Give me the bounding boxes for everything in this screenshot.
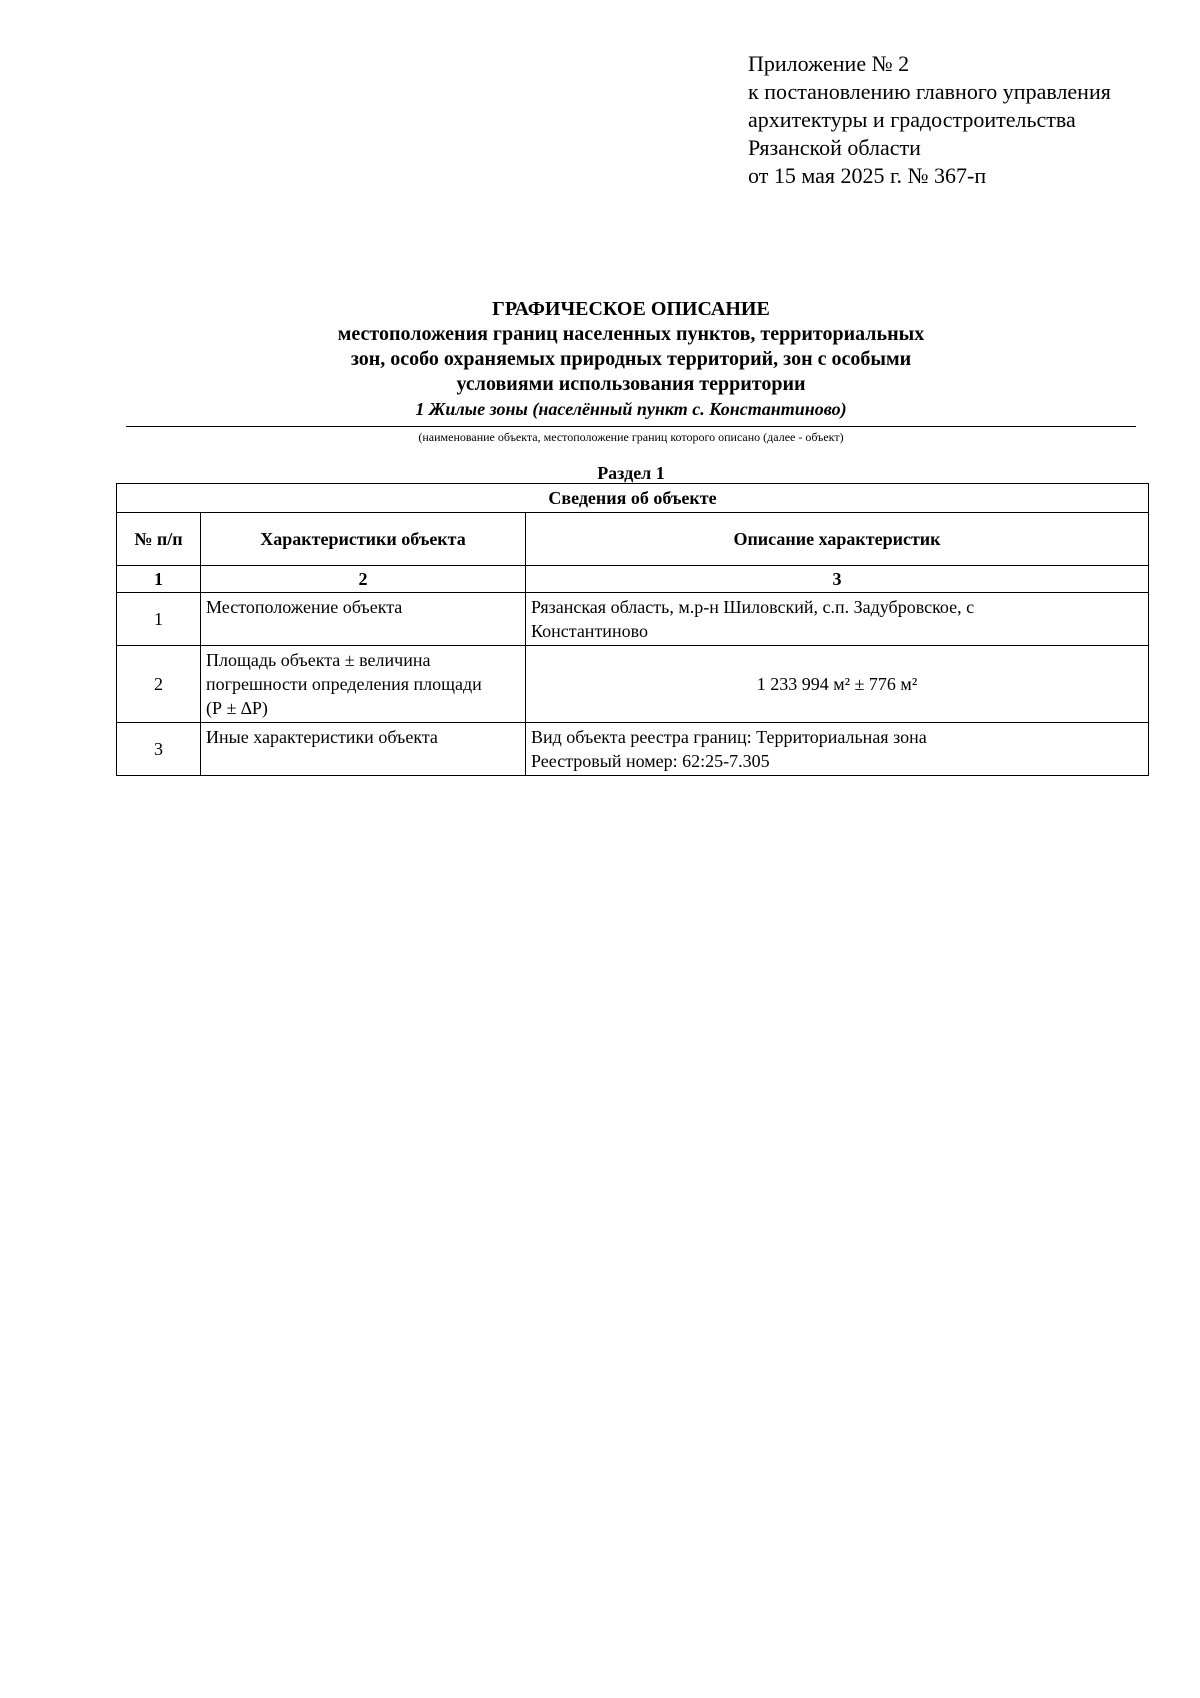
row-number: 1 bbox=[117, 593, 201, 646]
document-subtitle-line: местоположения границ населенных пунктов, территориальных bbox=[337, 323, 925, 345]
table-row bbox=[117, 646, 1149, 723]
column-header-description: Описание характеристик bbox=[526, 513, 1149, 566]
appendix-line: Рязанской области bbox=[748, 135, 921, 160]
table-caption-row bbox=[117, 484, 1149, 513]
table-column-number-row bbox=[117, 566, 1149, 593]
row-characteristic bbox=[201, 646, 526, 723]
row-description-line: Вид объекта реестра границ: Территориальная зона bbox=[531, 727, 927, 747]
row-description-line: Реестровый номер: 62:25-7.305 bbox=[531, 751, 770, 771]
document-subtitle-line: условиями использования территории bbox=[456, 373, 806, 395]
row-characteristic: Местоположение объекта bbox=[201, 593, 526, 646]
document-title: ГРАФИЧЕСКОЕ ОПИСАНИЕ bbox=[492, 298, 770, 320]
column-number: 2 bbox=[201, 566, 526, 593]
object-name-underline bbox=[126, 426, 1136, 427]
row-characteristic: Иные характеристики объекта bbox=[201, 723, 526, 776]
row-description bbox=[526, 723, 1149, 776]
object-name-caption: (наименование объекта, местоположение границ которого описано (далее - объект) bbox=[418, 430, 844, 444]
appendix-block bbox=[748, 50, 1188, 190]
row-description bbox=[526, 593, 1149, 646]
row-description-line: Константиново bbox=[531, 621, 648, 641]
section-title: Раздел 1 bbox=[597, 463, 665, 483]
row-number: 2 bbox=[117, 646, 201, 723]
document-header bbox=[126, 296, 1136, 421]
row-characteristic-line: погрешности определения площади bbox=[206, 674, 482, 694]
table-header-row bbox=[117, 513, 1149, 566]
row-description-line: Рязанская область, м.р-н Шиловский, с.п. Задубровское, с bbox=[531, 597, 975, 617]
document-subtitle-line: зон, особо охраняемых природных территорий, зон с особыми bbox=[350, 348, 912, 370]
object-info-table bbox=[116, 483, 1149, 776]
object-name: 1 Жилые зоны (населённый пункт с. Константиново) bbox=[415, 399, 847, 419]
row-description: 1 233 994 м² ± 776 м² bbox=[526, 646, 1149, 723]
appendix-line: к постановлению главного управления bbox=[748, 79, 1111, 104]
row-characteristic-line: Площадь объекта ± величина bbox=[206, 650, 431, 670]
row-characteristic-line: (Р ± ∆Р) bbox=[206, 698, 268, 718]
table-row bbox=[117, 723, 1149, 776]
row-number: 3 bbox=[117, 723, 201, 776]
table-row bbox=[117, 593, 1149, 646]
column-number: 3 bbox=[526, 566, 1149, 593]
appendix-line: Приложение № 2 bbox=[748, 51, 910, 76]
column-header-number: № п/п bbox=[117, 513, 201, 566]
appendix-line: от 15 мая 2025 г. № 367-п bbox=[748, 163, 987, 188]
column-header-characteristic: Характеристики объекта bbox=[201, 513, 526, 566]
table-caption: Сведения об объекте bbox=[117, 484, 1149, 513]
appendix-line: архитектуры и градостроительства bbox=[748, 107, 1076, 132]
column-number: 1 bbox=[117, 566, 201, 593]
